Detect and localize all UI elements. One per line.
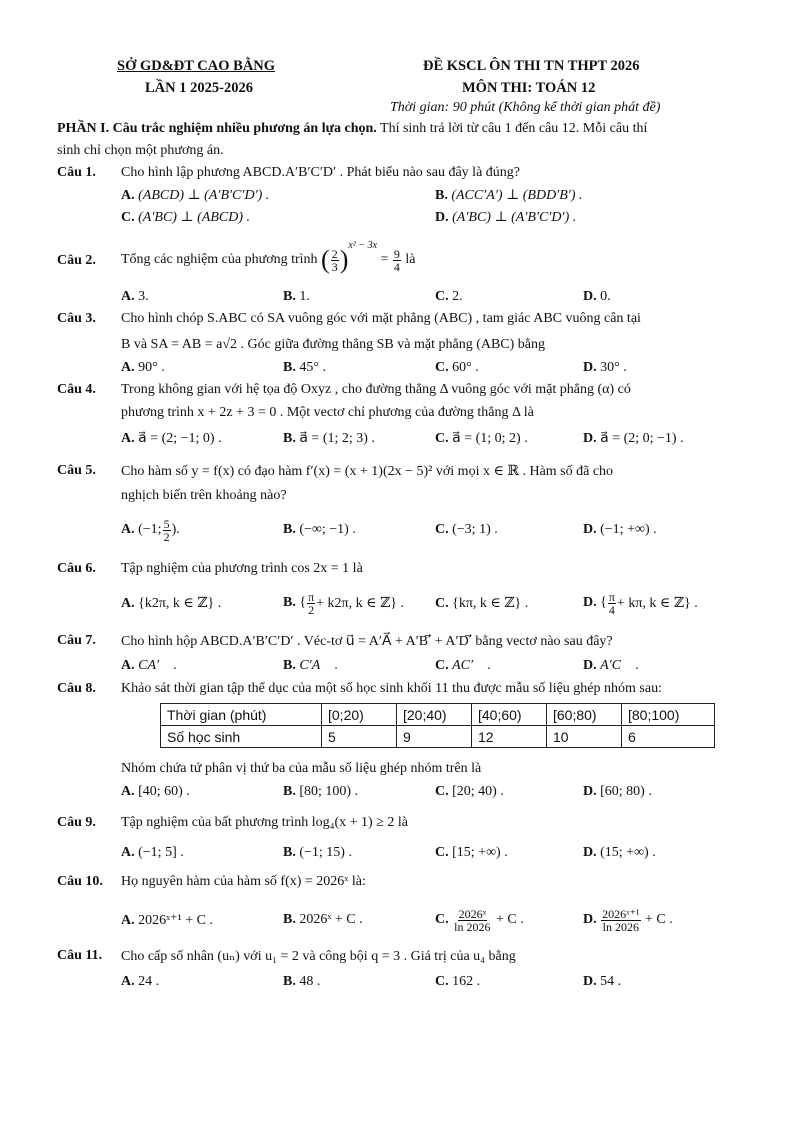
option-a: A. (−1; $\frac{5}{2}$ ). xyxy=(121,516,180,544)
table-header-cell: [20;40) xyxy=(397,704,472,726)
option-d: D. { $\frac{\pi}{4}$ + kπ, k ∈ ℤ} . xyxy=(583,589,698,617)
option-c: C. [15; +∞) . xyxy=(435,845,508,860)
question-number: Câu 1. xyxy=(57,165,96,180)
option-d: D. $\frac{\text{2026ˣ⁺¹}}{\ln 2026}$ + C . xyxy=(583,906,673,934)
option-d: D. (15; +∞) . xyxy=(583,845,656,860)
option-b: B. C′A⃗ . xyxy=(283,658,339,673)
option-a: A. 3. xyxy=(121,289,149,304)
option-b: B. [80; 100) . xyxy=(283,784,359,799)
table-cell: Số học sinh xyxy=(161,726,322,748)
question-text-line2: Nhóm chứa tứ phân vị thứ ba của mẫu số liệu ghép nhóm trên là xyxy=(121,761,482,776)
option-d: D. A′C⃗ . xyxy=(583,658,639,673)
table-row xyxy=(161,704,715,726)
question-number: Câu 9. xyxy=(57,815,96,830)
question-text: Tập nghiệm của phương trình cos 2x = 1 là xyxy=(121,561,363,576)
option-b: B. a⃗ = (1; 2; 3) . xyxy=(283,431,375,446)
question-text: Tổng các nghiệm của phương trình ( $\frac{2}{3}$ ) $^{x^2 - 3x}$ = $\frac{9}{4}$ là xyxy=(121,240,416,274)
question-number: Câu 5. xyxy=(57,463,96,478)
question-text: Cho cấp số nhân (uₙ) với u₁ = 2 và công bội q = 3 . Giá trị của u₄ bằng xyxy=(121,949,516,964)
option-d: D. (−1; +∞) . xyxy=(583,522,657,537)
option-a: A. {k2π, k ∈ ℤ} . xyxy=(121,596,222,611)
option-b: B. 48 . xyxy=(283,974,321,989)
table-cell: 10 xyxy=(547,726,622,748)
table-cell: 6 xyxy=(622,726,715,748)
table-header-cell: [40;60) xyxy=(472,704,547,726)
option-b: B. (−1; 15) . xyxy=(283,845,352,860)
question-number: Câu 11. xyxy=(57,948,103,963)
question-number: Câu 10. xyxy=(57,874,103,889)
part1-intro-line2: sinh chỉ chọn một phương án. xyxy=(57,143,224,158)
sample-data-table xyxy=(160,703,715,748)
option-b: B. { $\frac{\pi}{2}$ + k2π, k ∈ ℤ} . xyxy=(283,589,404,617)
option-c: C. AC′⃗ . xyxy=(435,658,491,673)
question-text: Khảo sát thời gian tập thể dục của một số học sinh khối 11 thu được mẫu số liệu ghép nhóm sau: xyxy=(121,681,662,696)
option-a: A. 90° . xyxy=(121,360,165,375)
part1-intro xyxy=(57,121,647,137)
option-a: A. (−1; 5] . xyxy=(121,845,184,860)
question-text-line2: B và SA = AB = a√2 . Góc giữa đường thẳng SB và mặt phẳng (ABC) bằng xyxy=(121,337,546,352)
question-text: Cho hình chóp S.ABC có SA vuông góc với mặt phẳng (ABC) , tam giác ABC vuông cân tại xyxy=(121,311,641,326)
question-number: Câu 8. xyxy=(57,681,96,696)
option-b: B. 45° . xyxy=(283,360,326,375)
option-c: C. (A′BC) ⊥ (ABCD) . xyxy=(121,210,250,225)
question-number: Câu 4. xyxy=(57,382,96,397)
subject-title: MÔN THI: TOÁN 12 xyxy=(462,80,596,96)
table-header-cell: Thời gian (phút) xyxy=(161,704,322,726)
time-note: Thời gian: 90 phút (Không kể thời gian phát đề) xyxy=(390,100,661,115)
option-c: C. 162 . xyxy=(435,974,481,989)
table-row xyxy=(161,726,715,748)
table-cell: 9 xyxy=(397,726,472,748)
question-text-line2: nghịch biến trên khoảng nào? xyxy=(121,488,287,503)
option-a: A. 2026ˣ⁺¹ + C . xyxy=(121,913,213,928)
question-text-line2: phương trình x + 2z + 3 = 0 . Một vectơ chỉ phương của đường thẳng Δ là xyxy=(121,405,534,420)
option-b: B. 1. xyxy=(283,289,310,304)
option-a: A. a⃗ = (2; −1; 0) . xyxy=(121,431,222,446)
table-header-cell: [0;20) xyxy=(322,704,397,726)
question-text: Tập nghiệm của bất phương trình log₄(x + 1) ≥ 2 là xyxy=(121,815,408,830)
question-number: Câu 6. xyxy=(57,561,96,576)
question-number: Câu 2. xyxy=(57,253,96,268)
option-d: D. (A′BC) ⊥ (A′B′C′D′) . xyxy=(435,210,577,225)
question-text: Cho hình lập phương ABCD.A′B′C′D′ . Phát biểu nào sau đây là đúng? xyxy=(121,165,520,180)
option-a: A. 24 . xyxy=(121,974,160,989)
option-d: D. 30° . xyxy=(583,360,627,375)
option-c: C. a⃗ = (1; 0; 2) . xyxy=(435,431,528,446)
table-cell: 12 xyxy=(472,726,547,748)
question-text: Họ nguyên hàm của hàm số f(x) = 2026ˣ là: xyxy=(121,874,366,889)
exam-round: LẦN 1 2025-2026 xyxy=(145,80,253,96)
option-c: C. 2. xyxy=(435,289,463,304)
table-header-cell: [60;80) xyxy=(547,704,622,726)
option-d: D. 0. xyxy=(583,289,611,304)
table-header-cell: [80;100) xyxy=(622,704,715,726)
option-d: D. [60; 80) . xyxy=(583,784,652,799)
option-c: C. {kπ, k ∈ ℤ} . xyxy=(435,596,529,611)
option-c: C. [20; 40) . xyxy=(435,784,504,799)
option-c: C. 60° . xyxy=(435,360,479,375)
question-text: Cho hình hộp ABCD.A′B′C′D′ . Véc-tơ u⃗ = A′A⃗ + A′B′⃗ + A′D′⃗ bằng vectơ nào sau đây? xyxy=(121,634,613,649)
option-c: C. (−3; 1) . xyxy=(435,522,498,537)
question-number: Câu 3. xyxy=(57,311,96,326)
question-text: Trong không gian với hệ tọa độ Oxyz , cho đường thẳng Δ vuông góc với mặt phẳng (α) có xyxy=(121,382,631,397)
option-a: A. (ABCD) ⊥ (A′B′C′D′) . xyxy=(121,188,270,203)
option-b: B. 2026ˣ + C . xyxy=(283,912,363,927)
question-text: Cho hàm số y = f(x) có đạo hàm f′(x) = (x + 1)(2x − 5)² với mọi x ∈ ℝ . Hàm số đã cho xyxy=(121,464,614,479)
option-c: C. $\frac{\text{2026ˣ}}{\ln 2026}$ + C . xyxy=(435,906,524,934)
option-b: B. (ACC′A′) ⊥ (BDD′B′) . xyxy=(435,188,583,203)
option-a: A. [40; 60) . xyxy=(121,784,190,799)
question-number: Câu 7. xyxy=(57,633,96,648)
school-name: SỞ GD&ĐT CAO BẰNG xyxy=(117,58,276,74)
exam-title: ĐỀ KSCL ÔN THI TN THPT 2026 xyxy=(423,58,640,74)
option-a: A. CA′⃗ . xyxy=(121,658,177,673)
part1-title: PHẦN I. Câu trắc nghiệm nhiều phương án lựa chọn. xyxy=(57,121,377,136)
option-d: D. 54 . xyxy=(583,974,622,989)
option-d: D. a⃗ = (2; 0; −1) . xyxy=(583,431,684,446)
table-cell: 5 xyxy=(322,726,397,748)
option-b: B. (−∞; −1) . xyxy=(283,522,356,537)
part1-intro-text: Thí sinh trả lời từ câu 1 đến câu 12. Mỗi câu thí xyxy=(376,121,648,136)
